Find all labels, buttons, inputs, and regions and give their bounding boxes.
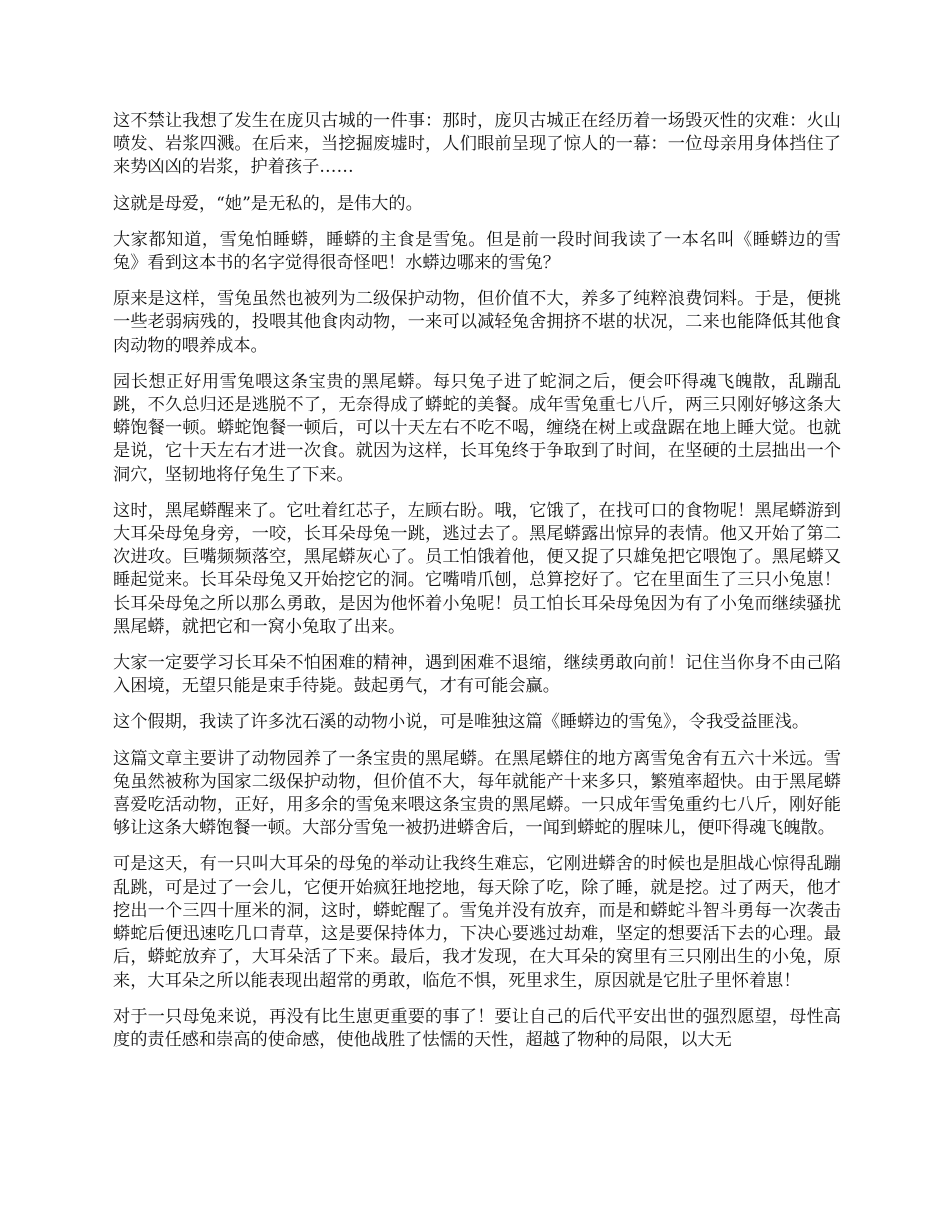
paragraph-10: 可是这天，有一只叫大耳朵的母兔的举动让我终生难忘，它刚进蟒舍的时候也是胆战心惊得乱蹦乱跳，可是过了一会儿，它便开始疯狂地挖地，每天除了吃，除了睡，就是挖。过了两天，他才挖出一个三四十厘米的洞，这时，蟒蛇醒了。雪兔并没有放弃，而是和蟒蛇斗智斗勇每一次袭击蟒蛇后便迅速吃几口青草，这是要保持体力，下决心要逃过劫难，坚定的想要活下去的心理。最后，蟒蛇放弃了，大耳朵活了下来。最后，我才发现，在大耳朵的窝里有三只刚出生的小兔，原来，大耳朵之所以能表现出超常的勇敢，临危不惧，死里求生，原因就是它肚子里怀着崽！: [113, 854, 841, 991]
paragraph-11: 对于一只母兔来说，再没有比生崽更重要的事了！要让自己的后代平安出世的强烈愿望，母性高度的责任感和崇高的使命感，使他战胜了怯懦的天性，超越了物种的局限，以大无: [113, 1006, 841, 1050]
paragraph-7: 大家一定要学习长耳朵不怕困难的精神，遇到困难不退缩，继续勇敢向前！记住当你身不由己陷入困境，无望只能是束手待毙。鼓起勇气，才有可能会赢。: [113, 653, 841, 697]
paragraph-6: 这时，黑尾蟒醒来了。它吐着红芯子，左顾右盼。哦，它饿了，在找可口的食物呢！黑尾蟒游到大耳朵母兔身旁，一咬，长耳朵母兔一跳，逃过去了。黑尾蟒露出惊异的表情。他又开始了第二次进攻。巨嘴频频落空，黑尾蟒灰心了。员工怕饿着他，便又捉了只雄兔把它喂饱了。黑尾蟒又睡起觉来。长耳朵母兔又开始挖它的洞。它嘴啃爪刨，总算挖好了。它在里面生了三只小兔崽！长耳朵母兔之所以那么勇敢，是因为他怀着小兔呢！员工怕长耳朵母兔因为有了小兔而继续骚扰黑尾蟒，就把它和一窝小兔取了出来。: [113, 500, 841, 637]
paragraph-1: 这不禁让我想了发生在庞贝古城的一件事：那时，庞贝古城正在经历着一场毁灭性的灾难：火山喷发、岩浆四溅。在后来，当挖掘废墟时，人们眼前呈现了惊人的一幕：一位母亲用身体挡住了来势凶凶的岩浆，护着孩子……: [113, 111, 841, 178]
document-page: [113, 110, 841, 1065]
paragraph-3: 大家都知道，雪兔怕睡蟒，睡蟒的主食是雪兔。但是前一段时间我读了一本名叫《睡蟒边的雪兔》看到这本书的名字觉得很奇怪吧！水蟒边哪来的雪兔？: [113, 229, 841, 274]
paragraph-9: 这篇文章主要讲了动物园养了一条宝贵的黑尾蟒。在黑尾蟒住的地方离雪兔舍有五六十米远。雪兔虽然被称为国家二级保护动物，但价值不大，每年就能产十来多只，繁殖率超快。由于黑尾蟒喜爱吃活动物，正好，用多余的雪兔来喂这条宝贵的黑尾蟒。一只成年雪兔重约七八斤，刚好能够让这条大蟒饱餐一顿。大部分雪兔一被扔进蟒舍后，一闻到蟒蛇的腥味儿，便吓得魂飞魄散。: [113, 748, 841, 839]
paragraph-4: 原来是这样，雪兔虽然也被列为二级保护动物，但价值不大，养多了纯粹浪费饲料。于是，便挑一些老弱病残的，投喂其他食肉动物，一来可以减轻兔舍拥挤不堪的状况，二来也能降低其他食肉动物的喂养成本。: [113, 289, 841, 356]
paragraph-2: 这就是母爱，“她”是无私的，是伟大的。: [113, 193, 423, 214]
paragraph-8: 这个假期，我读了许多沈石溪的动物小说，可是唯独这篇《睡蟒边的雪兔》，令我受益匪浅。: [113, 712, 810, 733]
paragraph-5: 园长想正好用雪兔喂这条宝贵的黑尾蟒。每只兔子进了蛇洞之后，便会吓得魂飞魄散，乱蹦乱跳，不久总归还是逃脱不了，无奈得成了蟒蛇的美餐。成年雪兔重七八斤，两三只刚好够这条大蟒饱餐一顿。蟒蛇饱餐一顿后，可以十天左右不吃不喝，缠绕在树上或盘踞在地上睡大觉。也就是说，它十天左右才进一次食。就因为这样，长耳兔终于争取到了时间，在坚硬的土层拙出一个洞穴，坚韧地将仔兔生了下来。: [113, 371, 841, 485]
